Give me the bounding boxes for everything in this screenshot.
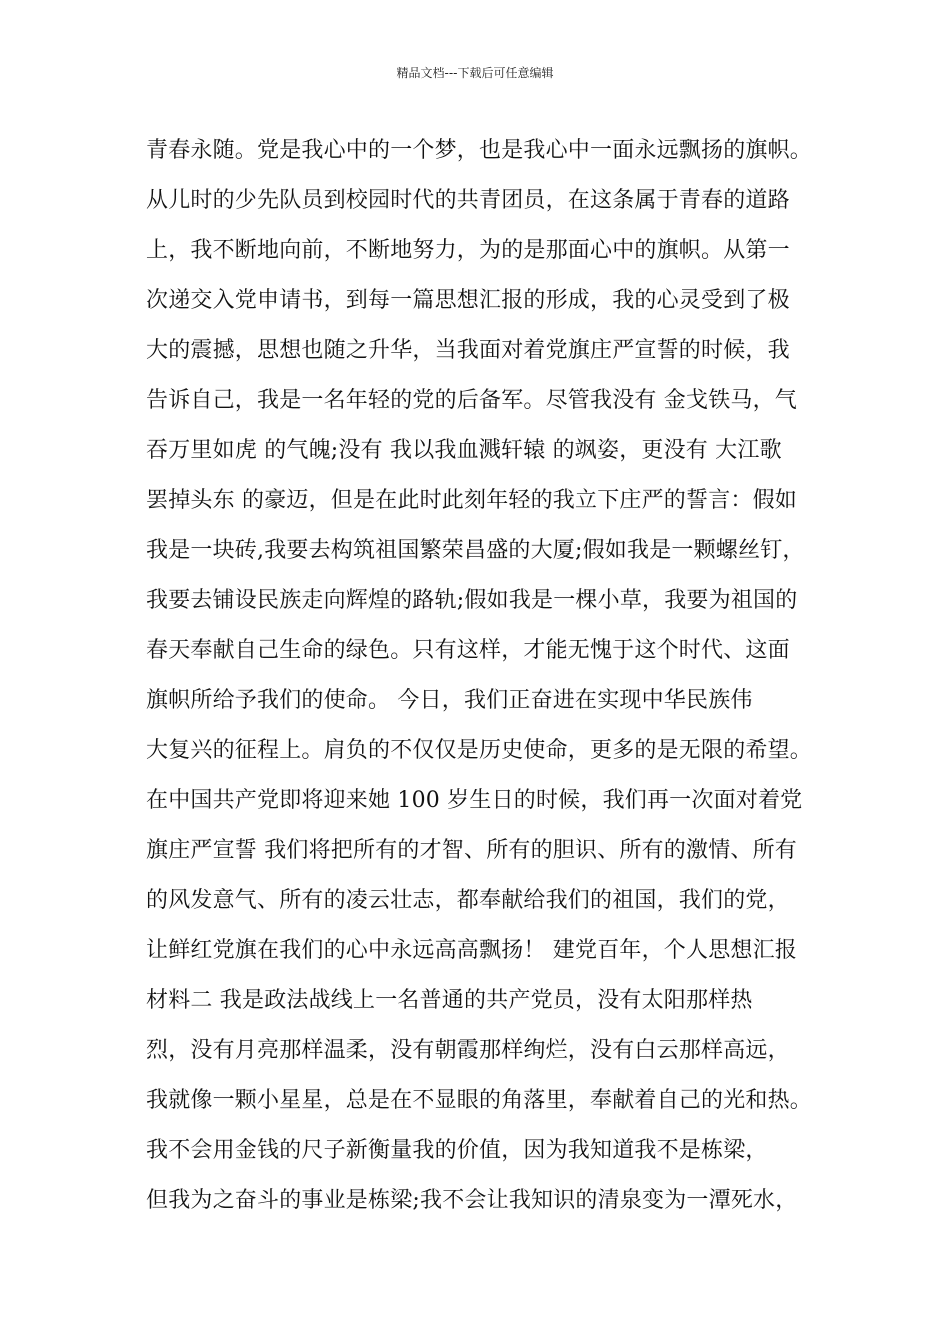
- text-line: 在中国共产党即将迎来她 100 岁生日的时候，我们再一次面对着党: [146, 788, 803, 813]
- text-line: 青春永随。党是我心中的一个梦，也是我心中一面永远飘扬的旗帜。: [146, 138, 813, 163]
- text-line: 大复兴的征程上。肩负的不仅仅是历史使命，更多的是无限的希望。: [146, 738, 813, 763]
- text-line: 罢掉头东 的豪迈，但是在此时此刻年轻的我立下庄严的誓言：假如: [146, 488, 797, 513]
- text-line: 让鲜红党旗在我们的心中永远高高飘扬！ 建党百年，个人思想汇报: [146, 938, 797, 963]
- text-line: 烈，没有月亮那样温柔，没有朝霞那样绚烂，没有白云那样高远，: [146, 1038, 790, 1063]
- text-line: 告诉自己，我是一名年轻的党的后备军。尽管我没有 金戈铁马，气: [146, 388, 797, 413]
- text-line: 大的震撼，思想也随之升华，当我面对着党旗庄严宣誓的时候，我: [146, 338, 790, 363]
- text-line: 我要去铺设民族走向辉煌的路轨;假如我是一棵小草，我要为祖国的: [146, 588, 798, 613]
- text-line: 旗帜所给予我们的使命。 今日，我们正奋进在实现中华民族伟: [146, 688, 753, 713]
- text-line: 的风发意气、所有的凌云壮志，都奉献给我们的祖国，我们的党，: [146, 888, 790, 913]
- text-line: 我是一块砖,我要去构筑祖国繁荣昌盛的大厦;假如我是一颗螺丝钉，: [146, 538, 805, 563]
- text-line: 旗庄严宣誓 我们将把所有的才智、所有的胆识、所有的激情、所有: [146, 838, 797, 863]
- text-line: 但我为之奋斗的事业是栋梁;我不会让我知识的清泉变为一潭死水，: [146, 1188, 798, 1213]
- body-text: [146, 126, 846, 1226]
- text-line: 春天奉献自己生命的绿色。只有这样，才能无愧于这个时代、这面: [146, 638, 790, 663]
- page-header: 精品文档---下载后可任意编辑: [396, 66, 554, 80]
- text-line: 我不会用金钱的尺子新衡量我的价值，因为我知道我不是栋梁，: [146, 1138, 768, 1163]
- text-line: 我就像一颗小星星，总是在不显眼的角落里，奉献着自己的光和热。: [146, 1088, 813, 1113]
- text-line: 从儿时的少先队员到校园时代的共青团员，在这条属于青春的道路: [146, 188, 790, 213]
- text-line: 上，我不断地向前，不断地努力，为的是那面心中的旗帜。从第一: [146, 238, 790, 263]
- text-line: 材料二 我是政法战线上一名普通的共产党员，没有太阳那样热: [146, 988, 753, 1013]
- text-line: 吞万里如虎 的气魄;没有 我以我血溅轩辕 的飒姿，更没有 大江歌: [146, 438, 782, 463]
- text-line: 次递交入党申请书，到每一篇思想汇报的形成，我的心灵受到了极: [146, 288, 790, 313]
